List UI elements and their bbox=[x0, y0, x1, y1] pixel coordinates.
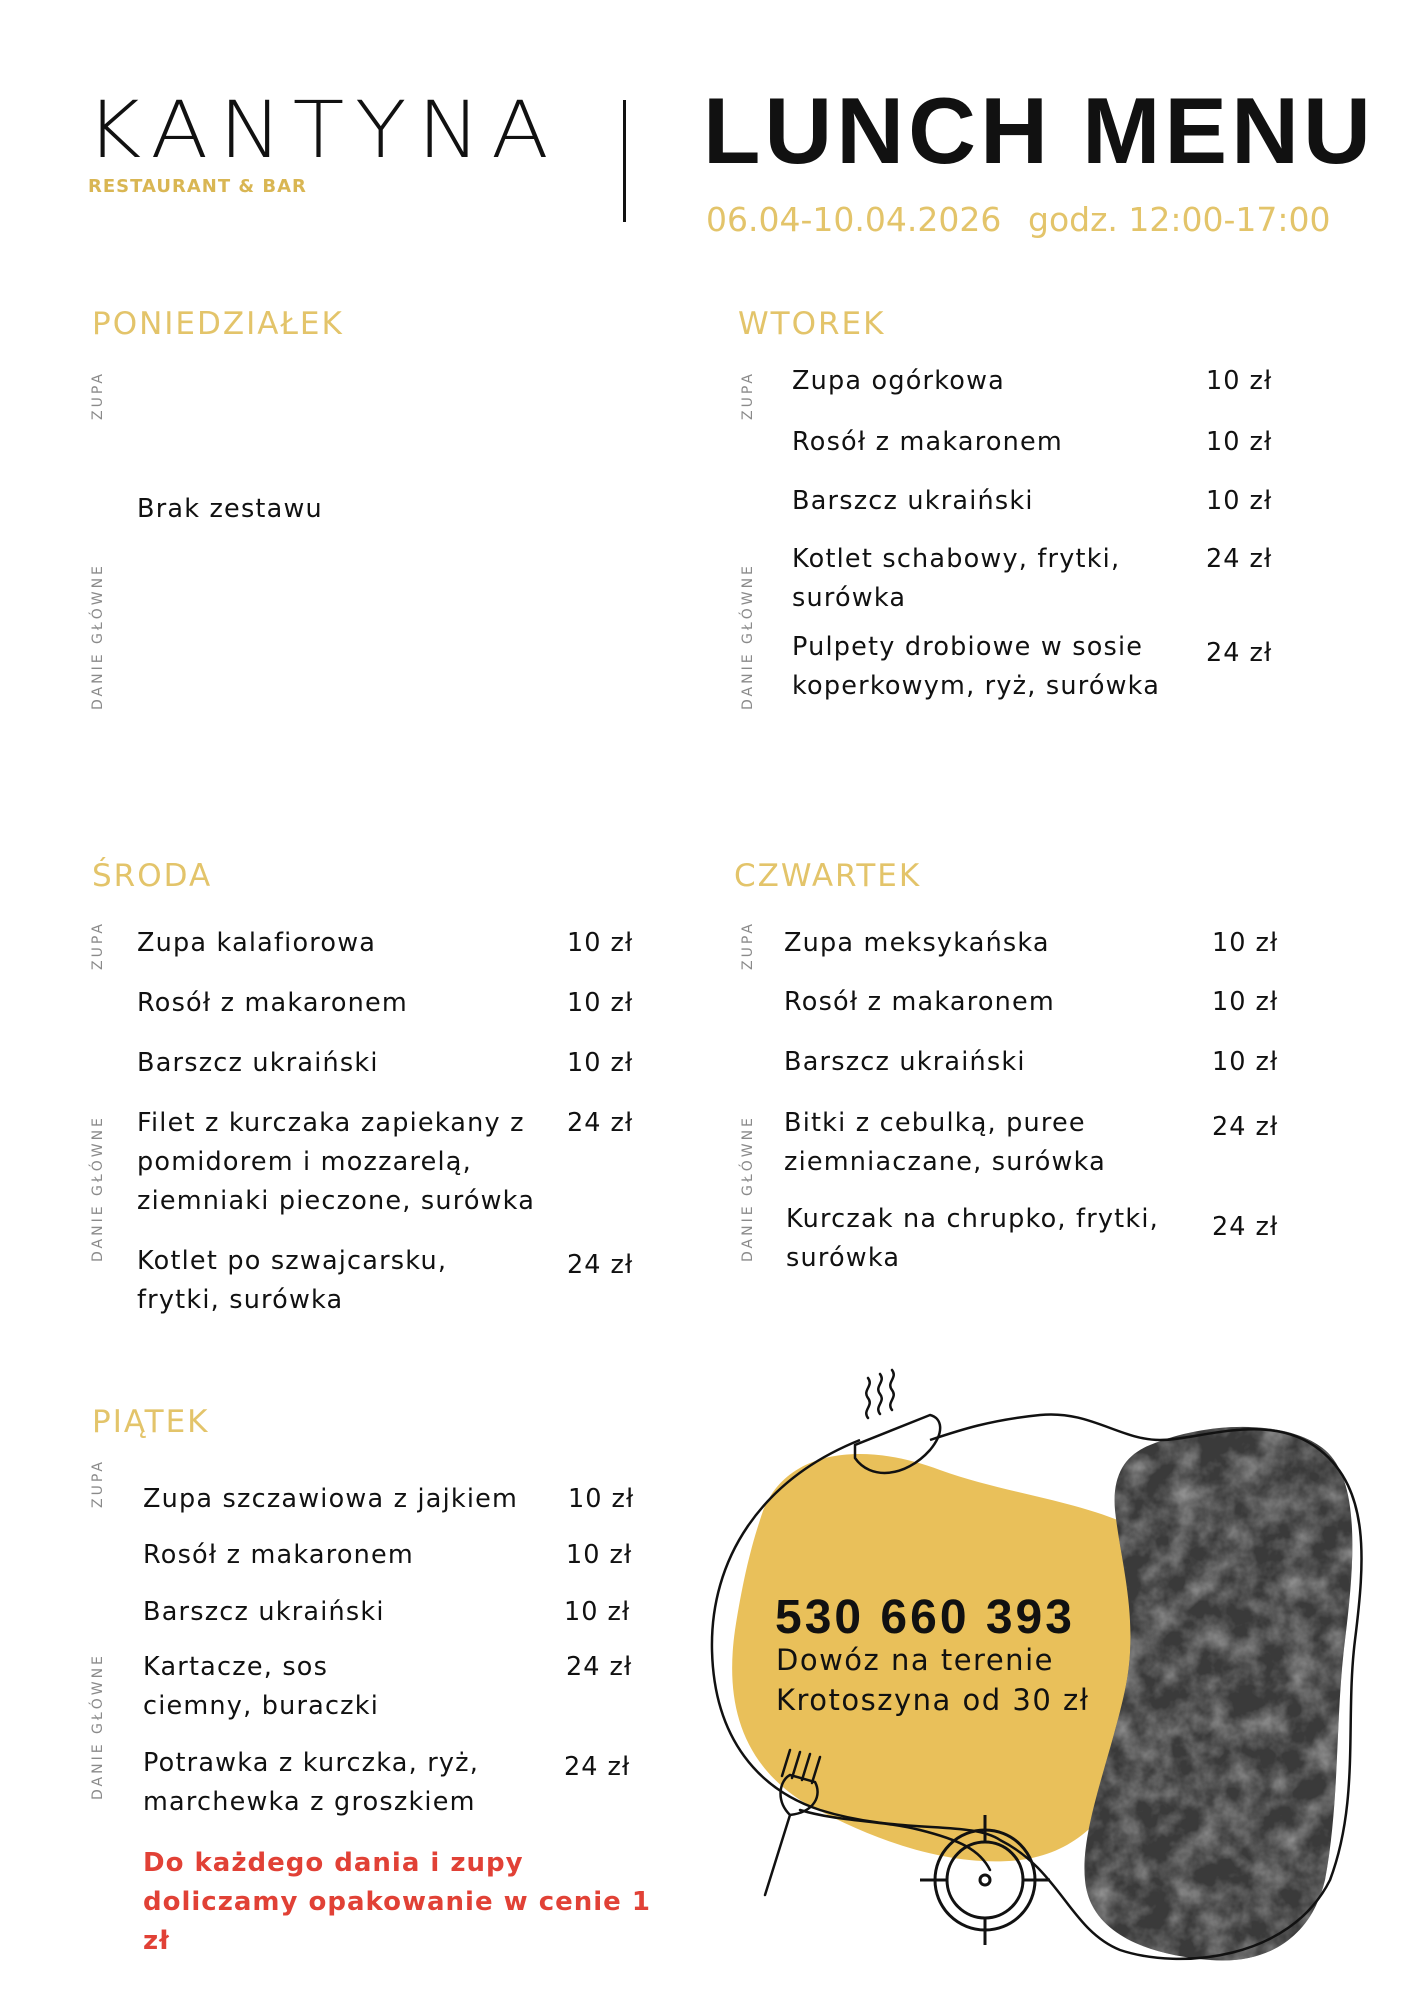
menu-item-price: 24 zł bbox=[567, 1250, 634, 1280]
brand-logo: KANTYNA bbox=[86, 86, 560, 176]
menu-item-price: 10 zł bbox=[1206, 366, 1273, 396]
header-divider bbox=[623, 100, 626, 222]
menu-item: Zupa kalafiorowa bbox=[137, 928, 377, 958]
menu-item-price: 10 zł bbox=[567, 988, 634, 1018]
section-label-main: DANIE GŁÓWNE bbox=[90, 1115, 106, 1262]
menu-item-price: 10 zł bbox=[566, 1540, 633, 1570]
menu-item-price: 10 zł bbox=[1206, 427, 1273, 457]
menu-item: Kartacze, sos ciemny, buraczki bbox=[143, 1652, 380, 1721]
menu-item-price: 24 zł bbox=[566, 1652, 633, 1682]
page-title: LUNCH MENU bbox=[703, 78, 1375, 183]
menu-item: Zupa szczawiowa z jajkiem bbox=[143, 1484, 519, 1514]
delivery-phone[interactable]: 530 660 393 bbox=[775, 1591, 1075, 1644]
menu-item: Rosół z makaronem bbox=[137, 988, 408, 1018]
brand-subtitle: RESTAURANT & BAR bbox=[88, 176, 307, 197]
menu-item: Barszcz ukraiński bbox=[143, 1597, 385, 1627]
menu-item-price: 10 zł bbox=[1206, 486, 1273, 516]
menu-item-price: 10 zł bbox=[568, 1484, 635, 1514]
section-label-main: DANIE GŁÓWNE bbox=[740, 563, 756, 710]
section-label-soup: ZUPA bbox=[740, 921, 756, 970]
section-label-main: DANIE GŁÓWNE bbox=[90, 1653, 106, 1800]
menu-item-price: 24 zł bbox=[567, 1108, 634, 1138]
no-set-note: Brak zestawu bbox=[137, 494, 323, 524]
menu-item: Barszcz ukraiński bbox=[792, 486, 1034, 516]
day-heading-wednesday: ŚRODA bbox=[92, 858, 213, 894]
section-label-main: DANIE GŁÓWNE bbox=[740, 1115, 756, 1262]
delivery-text: Dowóz na terenie Krotoszyna od 30 zł bbox=[776, 1643, 1090, 1717]
section-label-soup: ZUPA bbox=[90, 1459, 106, 1508]
menu-item-price: 24 zł bbox=[564, 1752, 631, 1782]
menu-item: Pulpety drobiowe w sosie koperkowym, ryż, surówka bbox=[792, 632, 1161, 701]
section-label-soup: ZUPA bbox=[90, 921, 106, 970]
menu-item-price: 10 zł bbox=[567, 928, 634, 958]
menu-item: Kotlet schabowy, frytki, surówka bbox=[792, 544, 1121, 613]
menu-item-price: 24 zł bbox=[1206, 544, 1273, 574]
menu-item-price: 10 zł bbox=[567, 1048, 634, 1078]
menu-item: Bitki z cebulką, puree ziemniaczane, surówka bbox=[784, 1108, 1106, 1177]
menu-item-price: 10 zł bbox=[1212, 1047, 1279, 1077]
menu-item-price: 24 zł bbox=[1206, 638, 1273, 668]
menu-item-price: 24 zł bbox=[1212, 1112, 1279, 1142]
section-label-soup: ZUPA bbox=[90, 371, 106, 420]
section-label-soup: ZUPA bbox=[740, 371, 756, 420]
menu-item: Potrawka z kurczka, ryż, marchewka z groszkiem bbox=[143, 1748, 480, 1817]
menu-item: Barszcz ukraiński bbox=[784, 1047, 1026, 1077]
day-heading-monday: PONIEDZIAŁEK bbox=[92, 306, 344, 342]
menu-hours: godz. 12:00-17:00 bbox=[1028, 200, 1331, 239]
menu-item-price: 10 zł bbox=[1212, 928, 1279, 958]
day-heading-thursday: CZWARTEK bbox=[734, 858, 922, 894]
menu-item: Zupa ogórkowa bbox=[792, 366, 1005, 396]
menu-item: Rosół z makaronem bbox=[792, 427, 1063, 457]
menu-item: Rosół z makaronem bbox=[143, 1540, 414, 1570]
menu-item: Kurczak na chrupko, frytki, surówka bbox=[786, 1204, 1159, 1273]
menu-item: Rosół z makaronem bbox=[784, 987, 1055, 1017]
section-label-main: DANIE GŁÓWNE bbox=[90, 563, 106, 710]
menu-item: Zupa meksykańska bbox=[784, 928, 1050, 958]
menu-dates: 06.04-10.04.2026 bbox=[706, 200, 1002, 239]
menu-item: Kotlet po szwajcarsku, frytki, surówka bbox=[137, 1246, 448, 1315]
menu-item-price: 10 zł bbox=[1212, 987, 1279, 1017]
menu-item-price: 24 zł bbox=[1212, 1212, 1279, 1242]
menu-item: Barszcz ukraiński bbox=[137, 1048, 379, 1078]
menu-item: Filet z kurczaka zapiekany z pomidorem i mozzarelą, ziemniaki pieczone, surówka bbox=[137, 1108, 536, 1216]
day-heading-tuesday: WTOREK bbox=[738, 306, 886, 342]
menu-item-price: 10 zł bbox=[564, 1597, 631, 1627]
packaging-note: Do każdego dania i zupy doliczamy opakowanie w cenie 1 zł bbox=[143, 1848, 651, 1956]
day-heading-friday: PIĄTEK bbox=[92, 1404, 210, 1440]
